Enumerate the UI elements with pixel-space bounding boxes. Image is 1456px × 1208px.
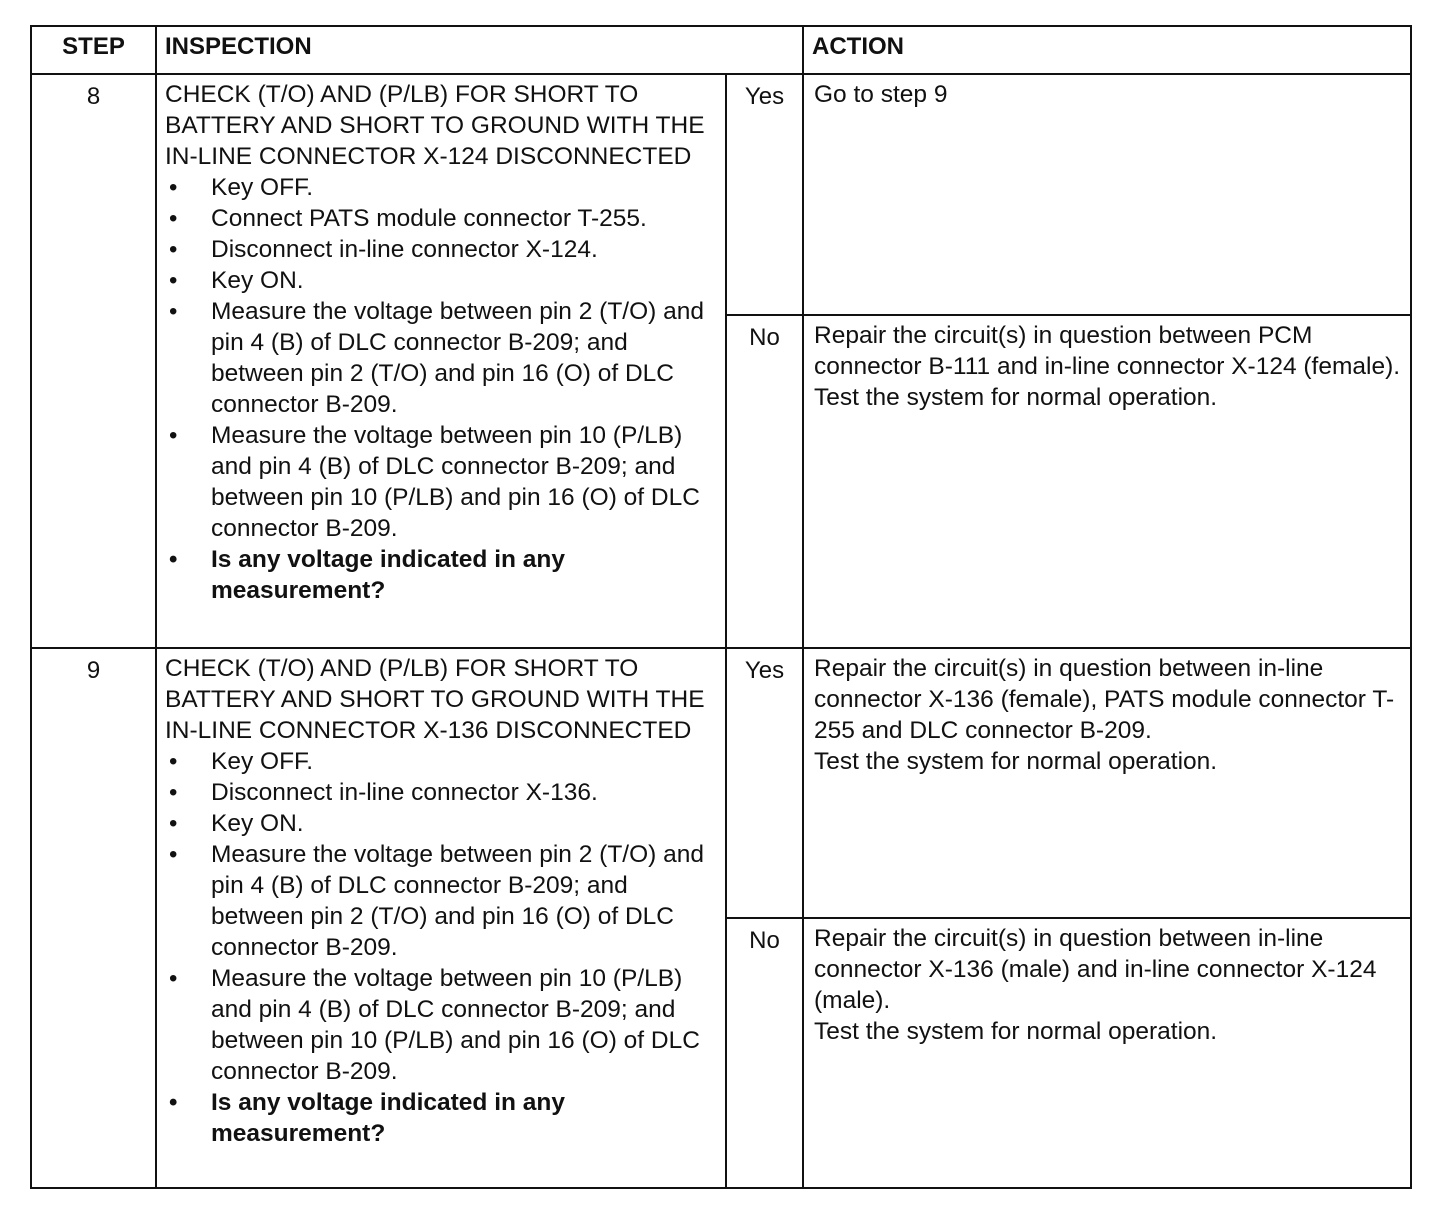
inspection-cell xyxy=(156,74,726,648)
inspection-cell xyxy=(156,648,726,1188)
step-number: 9 xyxy=(31,648,156,1188)
inspection-question: • Is any voltage indicated in any measurement? xyxy=(165,544,717,606)
inspection-bullet: • Key OFF. xyxy=(165,746,717,777)
action-text: Repair the circuit(s) in question between PCM connector B-111 and in-line connector X-124 (female). xyxy=(814,322,1401,380)
action-text: Test the system for normal operation. xyxy=(814,748,1218,775)
inspection-bullet: • Key ON. xyxy=(165,265,717,296)
inspection-bullet: • Measure the voltage between pin 10 (P/LB) and pin 4 (B) of DLC connector B-209; and between pin 10 (P/LB) and pin 16 (O) of DLC connector B-209. xyxy=(165,420,717,544)
no-action xyxy=(803,918,1411,1188)
inspection-bullet: • Measure the voltage between pin 2 (T/O) and pin 4 (B) of DLC connector B-209; and between pin 2 (T/O) and pin 16 (O) of DLC connector B-209. xyxy=(165,839,717,963)
inspection-bullet: • Measure the voltage between pin 2 (T/O) and pin 4 (B) of DLC connector B-209; and between pin 2 (T/O) and pin 16 (O) of DLC connector B-209. xyxy=(165,296,717,420)
inspection-bullet: • Disconnect in-line connector X-124. xyxy=(165,234,717,265)
step-8-yes-row xyxy=(31,74,1411,315)
inspection-bullet: • Disconnect in-line connector X-136. xyxy=(165,777,717,808)
yes-action xyxy=(803,648,1411,918)
step-9-yes-row xyxy=(31,648,1411,918)
action-text: Go to step 9 xyxy=(814,81,948,108)
no-action xyxy=(803,315,1411,648)
inspection-bullet: • Key OFF. xyxy=(165,172,717,203)
action-text: Repair the circuit(s) in question between in-line connector X-136 (female), PATS module connector T-255 and DLC connector B-209. xyxy=(814,655,1395,744)
header-inspection: INSPECTION xyxy=(156,26,803,74)
action-text: Test the system for normal operation. xyxy=(814,384,1218,411)
no-label: No xyxy=(726,918,803,1188)
inspection-question: • Is any voltage indicated in any measurement? xyxy=(165,1087,717,1149)
inspection-title: CHECK (T/O) AND (P/LB) FOR SHORT TO BATTERY AND SHORT TO GROUND WITH THE IN-LINE CONNECTOR X-136 DISCONNECTED xyxy=(165,655,705,744)
inspection-bullet: • Measure the voltage between pin 10 (P/LB) and pin 4 (B) of DLC connector B-209; and between pin 10 (P/LB) and pin 16 (O) of DLC connector B-209. xyxy=(165,963,717,1087)
inspection-list xyxy=(165,746,717,1149)
yes-label: Yes xyxy=(726,648,803,918)
header-row xyxy=(31,26,1411,74)
action-text: Repair the circuit(s) in question between in-line connector X-136 (male) and in-line connector X-124 (male). xyxy=(814,925,1377,1014)
inspection-bullet: • Connect PATS module connector T-255. xyxy=(165,203,717,234)
no-label: No xyxy=(726,315,803,648)
yes-action xyxy=(803,74,1411,315)
action-text: Test the system for normal operation. xyxy=(814,1018,1218,1045)
yes-label: Yes xyxy=(726,74,803,315)
inspection-title: CHECK (T/O) AND (P/LB) FOR SHORT TO BATTERY AND SHORT TO GROUND WITH THE IN-LINE CONNECTOR X-124 DISCONNECTED xyxy=(165,81,705,170)
diagnostic-table xyxy=(30,25,1412,1189)
header-step: STEP xyxy=(31,26,156,74)
inspection-list xyxy=(165,172,717,606)
step-number: 8 xyxy=(31,74,156,648)
inspection-bullet: • Key ON. xyxy=(165,808,717,839)
header-action: ACTION xyxy=(803,26,1411,74)
